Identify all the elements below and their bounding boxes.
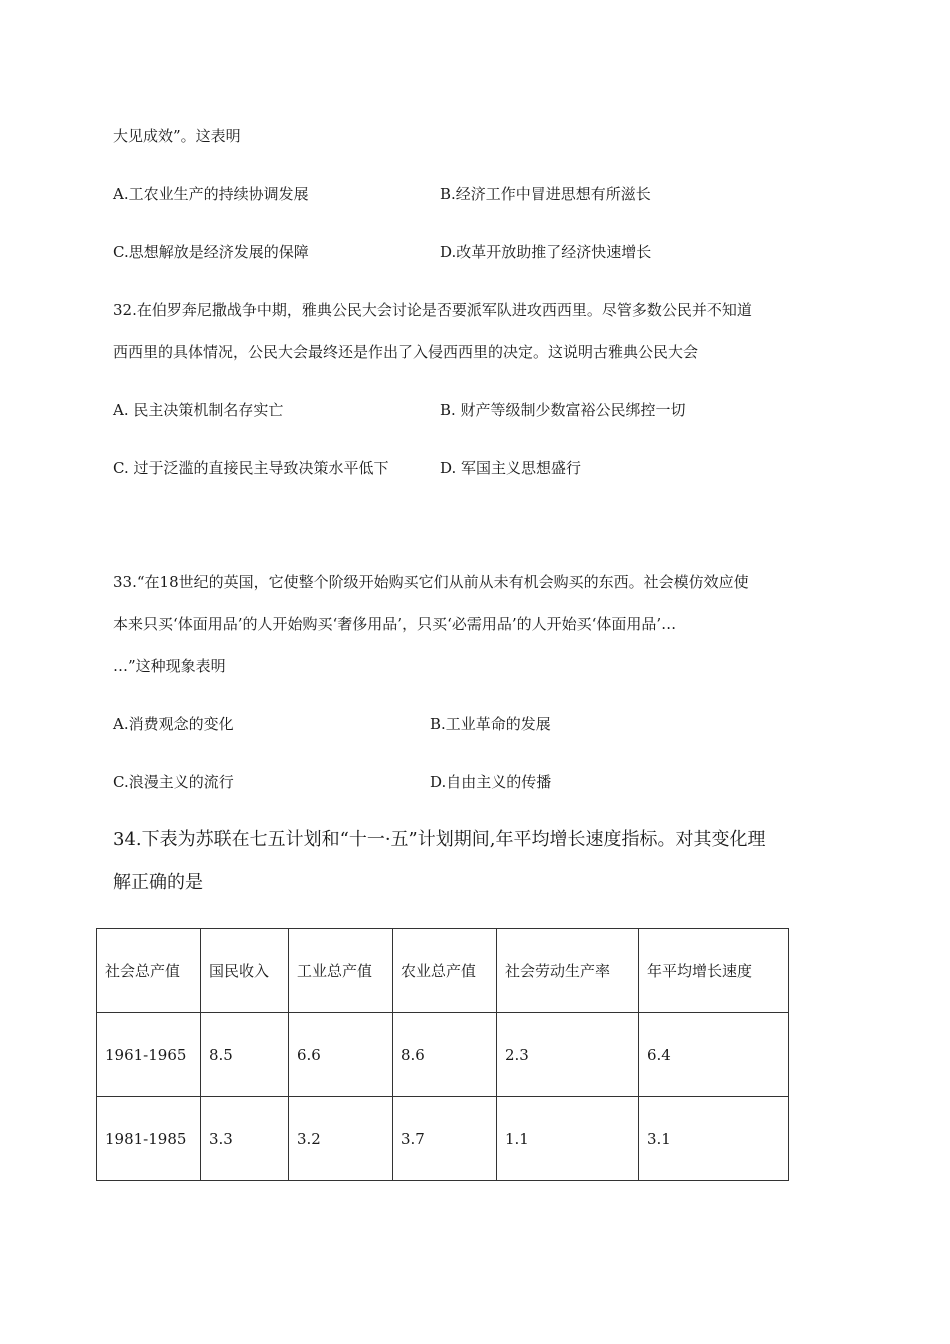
table-cell: 8.6 [393,1013,497,1097]
q34-stem-line2: 解正确的是 [113,872,203,893]
q31-option-b: B.经济工作中冒进思想有所滋长 [440,185,651,203]
q33-stem-line1: 33.“在18世纪的英国，它使整个阶级开始购买它们从前从未有机会购买的东西。社会模仿效应使 [113,573,749,591]
q32-option-d: D. 军国主义思想盛行 [440,459,582,477]
table-cell: 1.1 [497,1097,639,1181]
table-header-row [97,929,789,1013]
table-cell: 2.3 [497,1013,639,1097]
q32-stem-line1: 32.在伯罗奔尼撒战争中期，雅典公民大会讨论是否要派军队进攻西西里。尽管多数公民并不知道 [113,301,752,319]
table-row [97,1013,789,1097]
q32-option-b: B. 财产等级制少数富裕公民绑控一切 [440,401,686,419]
table-cell: 3.2 [289,1097,393,1181]
q33-option-d: D.自由主义的传播 [430,773,552,791]
table-header-cell: 社会总产值 [97,929,201,1013]
q31-tail: 大见成效”。这表明 [113,127,241,145]
table-header-cell: 国民收入 [201,929,289,1013]
table-cell: 6.6 [289,1013,393,1097]
table-header-cell: 年平均增长速度 [639,929,789,1013]
table-cell: 3.7 [393,1097,497,1181]
q33-option-b: B.工业革命的发展 [430,715,551,733]
table-cell: 6.4 [639,1013,789,1097]
table-cell: 8.5 [201,1013,289,1097]
table-header-cell: 社会劳动生产率 [497,929,639,1013]
table-cell: 3.1 [639,1097,789,1181]
q32-stem-line2: 西西里的具体情况，公民大会最终还是作出了入侵西西里的决定。这说明古雅典公民大会 [113,343,699,361]
q32-option-c: C. 过于泛滥的直接民主导致决策水平低下 [113,459,389,477]
q33-option-c: C.浪漫主义的流行 [113,773,234,791]
table-cell: 1961-1965 [97,1013,201,1097]
table-cell: 1981-1985 [97,1097,201,1181]
q33-stem-line2: 本来只买‘体面用品’的人开始购买‘奢侈用品’，只买‘必需用品’的人开始买‘体面用品’… [113,615,677,633]
q34-stem-line1: 34.下表为苏联在七五计划和“十一·五”计划期间,年平均增长速度指标。对其变化理 [113,829,766,850]
table-header-cell: 农业总产值 [393,929,497,1013]
q31-option-a: A.工农业生产的持续协调发展 [113,185,309,203]
q33-stem-line3: …”这种现象表明 [113,657,226,675]
table-header-cell: 工业总产值 [289,929,393,1013]
table-row [97,1097,789,1181]
q31-option-d: D.改革开放助推了经济快速增长 [440,243,652,261]
q33-option-a: A.消费观念的变化 [113,715,234,733]
growth-rate-table [96,928,789,1181]
q32-option-a: A. 民主决策机制名存实亡 [113,401,284,419]
q31-option-c: C.思想解放是经济发展的保障 [113,243,309,261]
table-cell: 3.3 [201,1097,289,1181]
